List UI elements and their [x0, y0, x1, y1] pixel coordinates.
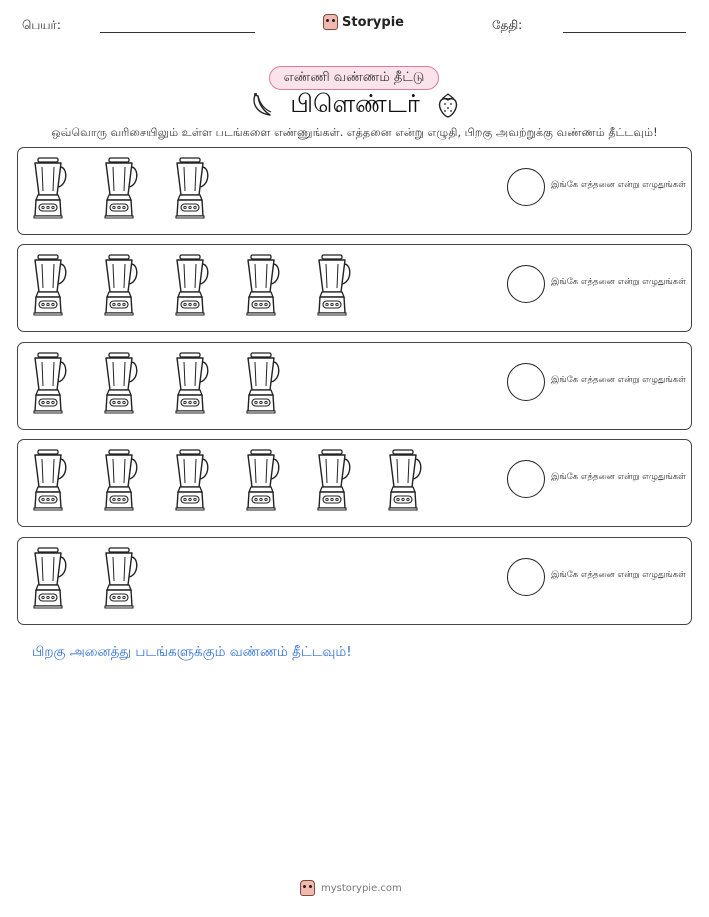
blender-icon [241, 254, 281, 316]
answer-circle[interactable] [507, 558, 545, 596]
blender-icon [28, 157, 68, 219]
blender-icon [28, 352, 68, 414]
name-label: பெயர்: [22, 18, 61, 32]
blender-icon [241, 352, 281, 414]
blender-icon [28, 547, 68, 609]
answer-circle[interactable] [507, 265, 545, 303]
closing-instruction: பிறகு அனைத்து படங்களுக்கும் வண்ணம் தீட்டவும்! [32, 644, 352, 660]
name-line [100, 32, 255, 33]
answer-circle[interactable] [507, 460, 545, 498]
answer-hint: இங்கே எத்தனை என்று எழுதுங்கள் [551, 570, 686, 580]
answer-hint: இங்கே எத்தனை என்று எழுதுங்கள் [551, 472, 686, 482]
mascot-icon [323, 14, 338, 30]
blender-icon [241, 449, 281, 511]
answer-hint: இங்கே எத்தனை என்று எழுதுங்கள் [551, 375, 686, 385]
date-label: தேதி: [492, 18, 523, 32]
blender-icon [99, 254, 139, 316]
banana-icon [248, 91, 276, 119]
date-line [563, 32, 686, 33]
blender-icon [170, 449, 210, 511]
footer-site [300, 880, 402, 896]
blender-icon [99, 449, 139, 511]
counting-row [17, 342, 692, 430]
activity-badge: எண்ணி வண்ணம் தீட்டு [269, 66, 439, 90]
counting-row [17, 439, 692, 527]
blender-icon [99, 352, 139, 414]
blender-icon [28, 254, 68, 316]
blender-icon [170, 352, 210, 414]
storypie-logo [323, 14, 404, 30]
logo-text: Storypie [342, 14, 404, 30]
answer-circle[interactable] [507, 363, 545, 401]
blender-icon [312, 449, 352, 511]
answer-hint: இங்கே எத்தனை என்று எழுதுங்கள் [551, 277, 686, 287]
instructions: ஒவ்வொரு வரிசையிலும் உள்ள படங்களை எண்ணுங்கள். எத்தனை என்று எழுதி, பிறகு அவற்றுக்கு வண்ணம் தீட்டவும்! [51, 126, 658, 139]
strawberry-icon [434, 91, 462, 119]
blender-icon [28, 449, 68, 511]
worksheet-title [230, 89, 480, 121]
counting-row [17, 244, 692, 332]
answer-circle[interactable] [507, 168, 545, 206]
answer-hint: இங்கே எத்தனை என்று எழுதுங்கள் [551, 180, 686, 190]
mascot-icon [300, 880, 315, 896]
counting-row [17, 147, 692, 235]
blender-icon [170, 254, 210, 316]
blender-icon [383, 449, 423, 511]
blender-icon [99, 547, 139, 609]
site-url: mystorypie.com [321, 882, 402, 894]
blender-icon [170, 157, 210, 219]
title-text: பிளெண்டர் [290, 88, 420, 118]
blender-icon [99, 157, 139, 219]
counting-row [17, 537, 692, 625]
blender-icon [312, 254, 352, 316]
